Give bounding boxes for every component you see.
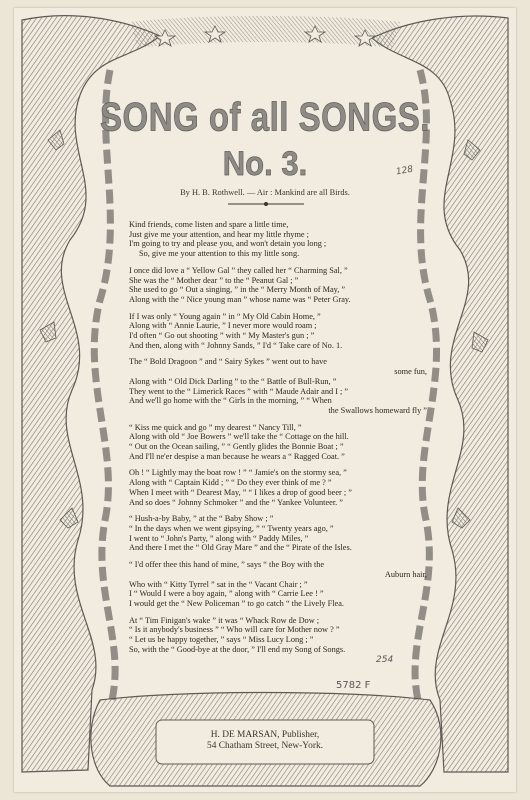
lyric-line: the Swallows homeward fly ” [328, 405, 427, 415]
ornamental-rule [228, 200, 304, 208]
lyric-line: “ Kiss me quick and go ” my dearest “ Nancy Till, ” [129, 422, 302, 432]
lyric-line: Along with the “ Nice young man ” whose name was “ Peter Gray. [129, 294, 351, 304]
lyric-line: “ Is it anybody's business ” “ Who will care for Mother now ? ” [129, 625, 340, 635]
stanza [129, 220, 429, 259]
publisher-address: 54 Chatham Street, New-York. [207, 741, 323, 751]
song-lyrics [129, 220, 429, 661]
lyric-line: “ Hush-a-by Baby, ” at the “ Baby Show ; ” [129, 514, 274, 524]
stanza [129, 616, 429, 655]
publisher-name: H. DE MARSAN, Publisher, [210, 730, 320, 740]
stanza [129, 312, 429, 351]
lyric-line: And I'll ne'er despise a man because he wears a “ Ragged Coat. ” [129, 451, 345, 461]
lyric-line: “ Let us be happy together, ” says “ Miss Lucy Long ; ” [129, 635, 314, 645]
lyric-line: I “ Would I were a boy again, ” along with “ Carrie Lee ! ” [129, 589, 324, 599]
lyric-line: So, give me your attention to this my little song. [139, 249, 300, 259]
lyric-line: Along with old “ Joe Bowers ” we'll take the “ Cottage on the hill. [129, 432, 349, 442]
stanza [129, 357, 429, 415]
lyric-line: Auburn hair, [384, 569, 427, 579]
handwritten-note-top: 128 [395, 164, 414, 178]
lyric-line: “ In the days when we went gipsying, ” “ Twenty years ago, ” [129, 523, 334, 533]
lyric-line: I went to “ John's Party, ” along with “ Paddy Miles, ” [129, 533, 309, 543]
lyric-line: The “ Bold Dragoon ” and “ Sairy Sykes ” went out to have [129, 357, 327, 367]
lyric-line: Just give me your attention, and hear my little rhyme ; [129, 229, 309, 239]
lyric-line: If I was only “ Young again ” in “ My Old Cabin Home, ” [129, 311, 321, 321]
lyric-line: I would get the “ New Policeman ” to go catch “ the Lively Flea. [129, 598, 344, 608]
lyric-line: Kind friends, come listen and spare a little time, [129, 220, 289, 229]
publisher-imprint [0, 730, 530, 752]
stanza [129, 423, 429, 462]
lyric-line: I once did love a “ Yellow Gal ” they called her “ Charming Sal, ” [129, 265, 348, 275]
lyric-line: Who with “ Kitty Tyrrel ” sat in the “ Vacant Chair ; ” [129, 579, 308, 589]
lyric-line: So, with the “ Good-bye at the door, ” I'll end my Song of Songs. [129, 644, 346, 654]
stanza [129, 560, 429, 609]
handwritten-note-lower: 254 [376, 655, 394, 665]
lyric-line: She used to go “ Out a singing, ” in the “ Merry Month of May, ” [129, 285, 346, 295]
lyric-line: some fun, [394, 367, 427, 377]
handwritten-catalog-number: 5782 F [336, 680, 371, 691]
lyric-line: “ Out on the Ocean sailing, ” “ Gently glides the Bonnie Boat ; ” [129, 442, 344, 452]
stanza [129, 266, 429, 305]
lyric-line: Oh ! “ Lightly may the boat row ! ” “ Jamie's on the stormy sea, ” [129, 468, 347, 478]
lyric-line: When I meet with “ Dearest May, ” “ I likes a drop of good beer ; ” [129, 487, 352, 497]
lyric-line: She was the “ Mother dear ” to the “ Peanut Gal ; ” [129, 275, 299, 285]
lyric-line: At “ Tim Finigan's wake ” it was “ Whack Row de Dow ; [129, 615, 320, 625]
lyric-line: Along with “ Annie Laurie, ” I never more would roam ; [129, 321, 317, 331]
lyric-line: Along with “ Captain Kidd ; ” “ Do they ever think of me ? ” [129, 478, 332, 488]
lyric-line: Along with “ Old Dick Darling ” to the “ Battle of Bull-Run, ” [129, 376, 337, 386]
stanza [129, 468, 429, 507]
lyric-line: I'm going to try and please you, and won't detain you long ; [129, 239, 327, 249]
lyric-line: “ I'd offer thee this hand of mine, ” says “ the Boy with the [129, 560, 325, 570]
lyric-line: And we'll go home with the “ Girls in the morning, ” “ When [129, 396, 332, 406]
lyric-line: They went to the “ Limerick Races ” with “ Maude Adair and I ; ” [129, 386, 349, 396]
stanza [129, 514, 429, 553]
lyric-line: I'd often “ Go out shooting ” with “ My Master's gun ; ” [129, 331, 315, 341]
song-number: No. 3. [222, 144, 308, 183]
lyric-line: And then, along with “ Johnny Sands, ” I'd “ Take care of No. 1. [129, 340, 343, 350]
byline: By H. B. Rothwell. — Air : Mankind are all Birds. [180, 188, 350, 197]
lyric-line: And so does “ Johnny Schmoker ” and the “ Yankee Volunteer. ” [129, 497, 343, 507]
lyric-line: And there I met the “ Old Gray Mare ” and the “ Pirate of the Isles. [129, 543, 352, 553]
song-title: SONG of all SONGS. [100, 94, 430, 140]
